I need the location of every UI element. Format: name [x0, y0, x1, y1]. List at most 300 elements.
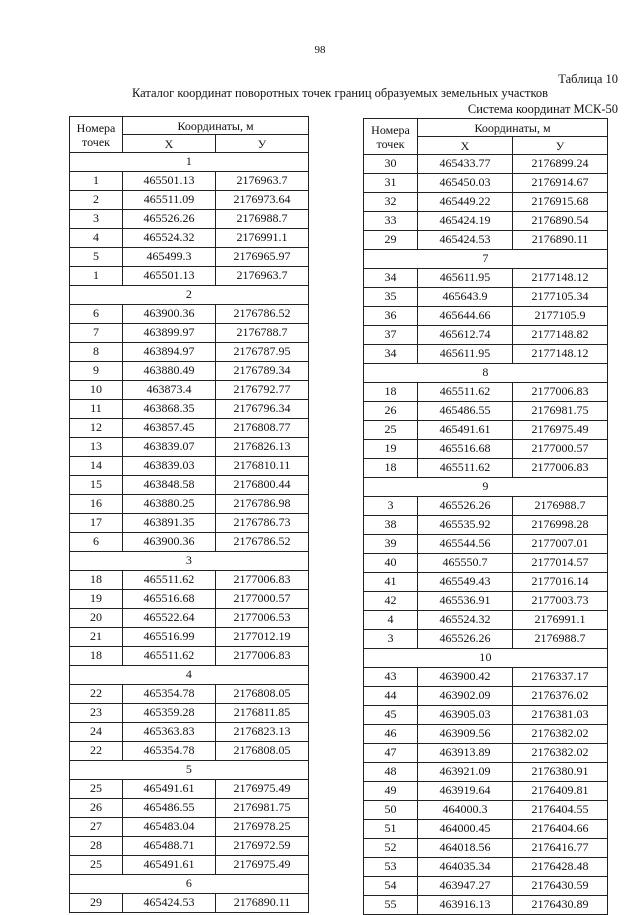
- point-number-cell: 20: [70, 609, 123, 628]
- table-row: [364, 459, 608, 478]
- y-coordinate-cell: 2177006.83: [216, 571, 309, 590]
- x-coordinate-cell: 465524.32: [418, 611, 513, 630]
- x-coordinate-cell: 465483.04: [123, 818, 216, 837]
- y-coordinate-cell: 2177105.9: [513, 307, 608, 326]
- x-coordinate-cell: 463873.4: [123, 381, 216, 400]
- x-coordinate-cell: 463839.03: [123, 457, 216, 476]
- point-number-cell: 37: [364, 326, 418, 345]
- point-number-cell: 6: [70, 533, 123, 552]
- plot-number: 8: [364, 364, 608, 383]
- table-row: [70, 362, 309, 381]
- table-row: [70, 571, 309, 590]
- table-row: [70, 647, 309, 666]
- coordinate-system-label: Система координат МСК-50: [467, 102, 618, 116]
- table-row: [364, 440, 608, 459]
- y-coordinate-cell: 2176975.49: [513, 421, 608, 440]
- plot-number-row: [364, 649, 608, 668]
- point-number-cell: 26: [70, 799, 123, 818]
- table-row: [364, 877, 608, 896]
- plot-number-row: [70, 153, 309, 172]
- point-number-cell: 34: [364, 269, 418, 288]
- y-header: У: [216, 135, 309, 153]
- table-row: [364, 288, 608, 307]
- y-coordinate-cell: 2176380.91: [513, 763, 608, 782]
- table-row: [364, 269, 608, 288]
- point-number-cell: 50: [364, 801, 418, 820]
- x-coordinate-cell: 464000.3: [418, 801, 513, 820]
- y-coordinate-cell: 2176890.11: [216, 894, 309, 913]
- table-row: [364, 668, 608, 687]
- point-number-cell: 53: [364, 858, 418, 877]
- point-number-cell: 38: [364, 516, 418, 535]
- x-coordinate-cell: 463857.45: [123, 419, 216, 438]
- y-coordinate-cell: 2176430.59: [513, 877, 608, 896]
- y-coordinate-cell: 2177148.12: [513, 269, 608, 288]
- x-coordinate-cell: 465524.32: [123, 229, 216, 248]
- x-coordinate-cell: 463921.09: [418, 763, 513, 782]
- table-row: [70, 685, 309, 704]
- x-coordinate-cell: 464000.45: [418, 820, 513, 839]
- y-coordinate-cell: 2177006.83: [513, 459, 608, 478]
- point-number-header: [364, 119, 418, 155]
- plot-number-row: [70, 286, 309, 305]
- y-coordinate-cell: 2176899.24: [513, 155, 608, 174]
- plot-number-row: [364, 478, 608, 497]
- x-coordinate-cell: 465522.64: [123, 609, 216, 628]
- point-number-cell: 10: [70, 381, 123, 400]
- x-coordinate-cell: 465549.43: [418, 573, 513, 592]
- y-coordinate-cell: 2177105.34: [513, 288, 608, 307]
- table-row: [364, 630, 608, 649]
- point-number-cell: 30: [364, 155, 418, 174]
- x-coordinate-cell: 465363.83: [123, 723, 216, 742]
- point-number-cell: 22: [70, 685, 123, 704]
- table-row: [70, 894, 309, 913]
- x-coordinate-cell: 463880.49: [123, 362, 216, 381]
- point-number-cell: 23: [70, 704, 123, 723]
- table-row: [70, 381, 309, 400]
- y-coordinate-cell: 2176981.75: [513, 402, 608, 421]
- plot-number: 10: [364, 649, 608, 668]
- page-number: 98: [314, 44, 326, 56]
- x-coordinate-cell: 465511.62: [123, 571, 216, 590]
- y-coordinate-cell: 2176988.7: [216, 210, 309, 229]
- point-number-cell: 4: [364, 611, 418, 630]
- table-row: [364, 896, 608, 915]
- table-row: [70, 191, 309, 210]
- y-coordinate-cell: 2176786.52: [216, 305, 309, 324]
- table-row: [364, 193, 608, 212]
- point-number-cell: 1: [70, 172, 123, 191]
- y-coordinate-cell: 2176808.05: [216, 685, 309, 704]
- y-coordinate-cell: 2176796.34: [216, 400, 309, 419]
- point-number-cell: 3: [364, 497, 418, 516]
- point-number-cell: 25: [364, 421, 418, 440]
- y-coordinate-cell: 2176808.77: [216, 419, 309, 438]
- plot-number-row: [70, 666, 309, 685]
- y-coordinate-cell: 2177006.53: [216, 609, 309, 628]
- y-coordinate-cell: 2176963.7: [216, 172, 309, 191]
- table-row: [70, 400, 309, 419]
- y-coordinate-cell: 2176973.64: [216, 191, 309, 210]
- x-coordinate-cell: 465516.68: [123, 590, 216, 609]
- table-row: [70, 495, 309, 514]
- point-number-cell: 34: [364, 345, 418, 364]
- x-coordinate-cell: 465499.3: [123, 248, 216, 267]
- x-coordinate-cell: 463902.09: [418, 687, 513, 706]
- x-coordinate-cell: 465643.9: [418, 288, 513, 307]
- x-coordinate-cell: 464018.56: [418, 839, 513, 858]
- point-number-cell: 5: [70, 248, 123, 267]
- point-number-cell: 51: [364, 820, 418, 839]
- table-row: [364, 421, 608, 440]
- x-coordinate-cell: 465491.61: [123, 856, 216, 875]
- catalog-title: Каталог координат поворотных точек границ образуемых земельных участков: [132, 86, 549, 100]
- x-coordinate-cell: 465354.78: [123, 685, 216, 704]
- x-header: X: [123, 135, 216, 153]
- plot-number-row: [364, 364, 608, 383]
- table-row: [70, 818, 309, 837]
- x-coordinate-cell: 465424.53: [123, 894, 216, 913]
- table-row: [70, 457, 309, 476]
- table-row: [70, 305, 309, 324]
- table-row: [364, 801, 608, 820]
- x-coordinate-cell: 463894.97: [123, 343, 216, 362]
- table-row: [364, 763, 608, 782]
- point-number-cell: 42: [364, 592, 418, 611]
- point-number-header: [70, 117, 123, 153]
- point-number-cell: 48: [364, 763, 418, 782]
- table-row: [364, 706, 608, 725]
- point-number-cell: 35: [364, 288, 418, 307]
- table-row: [364, 326, 608, 345]
- y-coordinate-cell: 2176810.11: [216, 457, 309, 476]
- y-coordinate-cell: 2176382.02: [513, 744, 608, 763]
- point-number-cell: 28: [70, 837, 123, 856]
- y-coordinate-cell: 2177148.82: [513, 326, 608, 345]
- table-row: [70, 856, 309, 875]
- point-number-cell: 47: [364, 744, 418, 763]
- x-coordinate-cell: 465486.55: [123, 799, 216, 818]
- table-row: [70, 723, 309, 742]
- y-coordinate-cell: 2176978.25: [216, 818, 309, 837]
- point-number-cell: 9: [70, 362, 123, 381]
- point-number-cell: 24: [70, 723, 123, 742]
- table-row: [364, 725, 608, 744]
- point-number-cell: 21: [70, 628, 123, 647]
- table-row: [70, 742, 309, 761]
- x-coordinate-cell: 463900.42: [418, 668, 513, 687]
- table-row: [364, 592, 608, 611]
- table-row: [364, 744, 608, 763]
- y-coordinate-cell: 2176988.7: [513, 630, 608, 649]
- y-coordinate-cell: 2177014.57: [513, 554, 608, 573]
- y-coordinate-cell: 2176988.7: [513, 497, 608, 516]
- point-number-cell: 19: [364, 440, 418, 459]
- y-coordinate-cell: 2177006.83: [513, 383, 608, 402]
- table-row: [70, 837, 309, 856]
- table-row: [70, 267, 309, 286]
- y-coordinate-cell: 2177012.19: [216, 628, 309, 647]
- x-coordinate-cell: 465611.95: [418, 345, 513, 364]
- plot-number-row: [70, 761, 309, 780]
- point-number-cell: 29: [70, 894, 123, 913]
- point-number-cell: 14: [70, 457, 123, 476]
- table-row: [364, 611, 608, 630]
- point-number-cell: 11: [70, 400, 123, 419]
- table-row: [70, 343, 309, 362]
- point-number-header-line1: Номера: [371, 122, 410, 137]
- y-coordinate-cell: 2176376.02: [513, 687, 608, 706]
- y-coordinate-cell: 2176404.66: [513, 820, 608, 839]
- y-coordinate-cell: 2176963.7: [216, 267, 309, 286]
- point-number-cell: 18: [364, 383, 418, 402]
- table-row: [364, 573, 608, 592]
- table-row: [364, 820, 608, 839]
- x-coordinate-cell: 465611.95: [418, 269, 513, 288]
- point-number-cell: 55: [364, 896, 418, 915]
- point-number-header-line2: точек: [376, 136, 405, 151]
- coordinates-table-right: [363, 118, 608, 915]
- x-coordinate-cell: 465516.99: [123, 628, 216, 647]
- table-row: [70, 324, 309, 343]
- point-number-cell: 2: [70, 191, 123, 210]
- plot-number-row: [364, 250, 608, 269]
- x-coordinate-cell: 465511.62: [418, 459, 513, 478]
- y-coordinate-cell: 2176786.52: [216, 533, 309, 552]
- y-coordinate-cell: 2176998.28: [513, 516, 608, 535]
- point-number-cell: 54: [364, 877, 418, 896]
- point-number-cell: 7: [70, 324, 123, 343]
- y-coordinate-cell: 2176430.89: [513, 896, 608, 915]
- plot-number: 9: [364, 478, 608, 497]
- point-number-cell: 36: [364, 307, 418, 326]
- y-coordinate-cell: 2176975.49: [216, 780, 309, 799]
- point-number-cell: 52: [364, 839, 418, 858]
- x-coordinate-cell: 465488.71: [123, 837, 216, 856]
- x-coordinate-cell: 465501.13: [123, 172, 216, 191]
- plot-number-row: [70, 552, 309, 571]
- point-number-cell: 31: [364, 174, 418, 193]
- x-coordinate-cell: 465550.7: [418, 554, 513, 573]
- x-coordinate-cell: 463919.64: [418, 782, 513, 801]
- y-coordinate-cell: 2176792.77: [216, 381, 309, 400]
- point-number-cell: 33: [364, 212, 418, 231]
- x-coordinate-cell: 465450.03: [418, 174, 513, 193]
- x-coordinate-cell: 463913.89: [418, 744, 513, 763]
- point-number-cell: 41: [364, 573, 418, 592]
- plot-number: 4: [70, 666, 309, 685]
- point-number-cell: 22: [70, 742, 123, 761]
- x-coordinate-cell: 463839.07: [123, 438, 216, 457]
- x-coordinate-cell: 465511.09: [123, 191, 216, 210]
- point-number-cell: 3: [364, 630, 418, 649]
- y-coordinate-cell: 2176428.48: [513, 858, 608, 877]
- y-coordinate-cell: 2176800.44: [216, 476, 309, 495]
- point-number-cell: 4: [70, 229, 123, 248]
- table-row: [364, 231, 608, 250]
- header-row-top: [364, 119, 608, 137]
- table-row: [364, 402, 608, 421]
- y-header: У: [513, 137, 608, 155]
- table-row: [364, 174, 608, 193]
- point-number-cell: 19: [70, 590, 123, 609]
- x-coordinate-cell: 465359.28: [123, 704, 216, 723]
- table-row: [70, 514, 309, 533]
- x-coordinate-cell: 465511.62: [123, 647, 216, 666]
- point-number-cell: 18: [70, 571, 123, 590]
- x-coordinate-cell: 463868.35: [123, 400, 216, 419]
- coordinates-table-left: [69, 116, 309, 913]
- point-number-cell: 17: [70, 514, 123, 533]
- x-coordinate-cell: 465535.92: [418, 516, 513, 535]
- x-coordinate-cell: 465424.19: [418, 212, 513, 231]
- x-coordinate-cell: 465491.61: [123, 780, 216, 799]
- y-coordinate-cell: 2176787.95: [216, 343, 309, 362]
- table-row: [70, 476, 309, 495]
- x-coordinate-cell: 463891.35: [123, 514, 216, 533]
- plot-number: 5: [70, 761, 309, 780]
- x-coordinate-cell: 465424.53: [418, 231, 513, 250]
- table-row: [70, 704, 309, 723]
- table-row: [70, 533, 309, 552]
- x-coordinate-cell: 463900.36: [123, 305, 216, 324]
- x-coordinate-cell: 465486.55: [418, 402, 513, 421]
- y-coordinate-cell: 2176826.13: [216, 438, 309, 457]
- point-number-cell: 25: [70, 856, 123, 875]
- point-number-cell: 16: [70, 495, 123, 514]
- point-number-cell: 45: [364, 706, 418, 725]
- point-number-cell: 25: [70, 780, 123, 799]
- table-row: [364, 839, 608, 858]
- x-coordinate-cell: 463909.56: [418, 725, 513, 744]
- y-coordinate-cell: 2176914.67: [513, 174, 608, 193]
- table-row: [364, 212, 608, 231]
- y-coordinate-cell: 2176786.73: [216, 514, 309, 533]
- x-coordinate-cell: 465491.61: [418, 421, 513, 440]
- x-coordinate-cell: 465644.66: [418, 307, 513, 326]
- table-row: [70, 172, 309, 191]
- x-coordinate-cell: 465511.62: [418, 383, 513, 402]
- y-coordinate-cell: 2176823.13: [216, 723, 309, 742]
- table-row: [70, 438, 309, 457]
- table-row: [364, 554, 608, 573]
- x-header: X: [418, 137, 513, 155]
- y-coordinate-cell: 2176337.17: [513, 668, 608, 687]
- point-number-cell: 18: [364, 459, 418, 478]
- table-row: [70, 628, 309, 647]
- x-coordinate-cell: 463848.58: [123, 476, 216, 495]
- x-coordinate-cell: 465501.13: [123, 267, 216, 286]
- point-number-cell: 12: [70, 419, 123, 438]
- point-number-cell: 32: [364, 193, 418, 212]
- plot-number: 3: [70, 552, 309, 571]
- x-coordinate-cell: 465612.74: [418, 326, 513, 345]
- x-coordinate-cell: 465354.78: [123, 742, 216, 761]
- table-row: [364, 687, 608, 706]
- point-number-cell: 26: [364, 402, 418, 421]
- table-row: [70, 590, 309, 609]
- table-row: [70, 229, 309, 248]
- x-coordinate-cell: 465526.26: [418, 497, 513, 516]
- y-coordinate-cell: 2176981.75: [216, 799, 309, 818]
- plot-number: 2: [70, 286, 309, 305]
- plot-number: 6: [70, 875, 309, 894]
- x-coordinate-cell: 465544.56: [418, 535, 513, 554]
- x-coordinate-cell: 464035.34: [418, 858, 513, 877]
- table-row: [364, 535, 608, 554]
- table-row: [364, 782, 608, 801]
- plot-number: 7: [364, 250, 608, 269]
- point-number-cell: 6: [70, 305, 123, 324]
- y-coordinate-cell: 2176404.55: [513, 801, 608, 820]
- table-row: [70, 419, 309, 438]
- y-coordinate-cell: 2177016.14: [513, 573, 608, 592]
- table-row: [70, 609, 309, 628]
- y-coordinate-cell: 2176965.97: [216, 248, 309, 267]
- point-number-header-line1: Номера: [76, 120, 116, 135]
- plot-number: 1: [70, 153, 309, 172]
- y-coordinate-cell: 2176975.49: [216, 856, 309, 875]
- y-coordinate-cell: 2176416.77: [513, 839, 608, 858]
- point-number-header-line2: точек: [82, 134, 110, 149]
- y-coordinate-cell: 2176972.59: [216, 837, 309, 856]
- y-coordinate-cell: 2177000.57: [216, 590, 309, 609]
- y-coordinate-cell: 2176409.81: [513, 782, 608, 801]
- point-number-cell: 29: [364, 231, 418, 250]
- plot-number-row: [70, 875, 309, 894]
- x-coordinate-cell: 465536.91: [418, 592, 513, 611]
- y-coordinate-cell: 2176811.85: [216, 704, 309, 723]
- x-coordinate-cell: 463905.03: [418, 706, 513, 725]
- table-row: [70, 799, 309, 818]
- x-coordinate-cell: 465449.22: [418, 193, 513, 212]
- x-coordinate-cell: 465516.68: [418, 440, 513, 459]
- y-coordinate-cell: 2176890.11: [513, 231, 608, 250]
- x-coordinate-cell: 465433.77: [418, 155, 513, 174]
- coordinates-header: Координаты, м: [418, 119, 608, 137]
- y-coordinate-cell: 2176381.03: [513, 706, 608, 725]
- point-number-cell: 43: [364, 668, 418, 687]
- point-number-cell: 3: [70, 210, 123, 229]
- x-coordinate-cell: 463916.13: [418, 896, 513, 915]
- x-coordinate-cell: 463900.36: [123, 533, 216, 552]
- y-coordinate-cell: 2176890.54: [513, 212, 608, 231]
- table-label: Таблица 10: [558, 72, 618, 86]
- y-coordinate-cell: 2177003.73: [513, 592, 608, 611]
- table-row: [364, 345, 608, 364]
- point-number-cell: 46: [364, 725, 418, 744]
- y-coordinate-cell: 2176991.1: [216, 229, 309, 248]
- y-coordinate-cell: 2176991.1: [513, 611, 608, 630]
- y-coordinate-cell: 2176915.68: [513, 193, 608, 212]
- table-row: [364, 497, 608, 516]
- point-number-cell: 40: [364, 554, 418, 573]
- x-coordinate-cell: 463899.97: [123, 324, 216, 343]
- point-number-cell: 27: [70, 818, 123, 837]
- table-row: [364, 307, 608, 326]
- y-coordinate-cell: 2177148.12: [513, 345, 608, 364]
- y-coordinate-cell: 2176789.34: [216, 362, 309, 381]
- x-coordinate-cell: 463880.25: [123, 495, 216, 514]
- coordinates-header: Координаты, м: [123, 117, 309, 135]
- point-number-cell: 49: [364, 782, 418, 801]
- y-coordinate-cell: 2176788.7: [216, 324, 309, 343]
- header-row-top: [70, 117, 309, 135]
- table-row: [70, 248, 309, 267]
- table-row: [364, 516, 608, 535]
- point-number-cell: 15: [70, 476, 123, 495]
